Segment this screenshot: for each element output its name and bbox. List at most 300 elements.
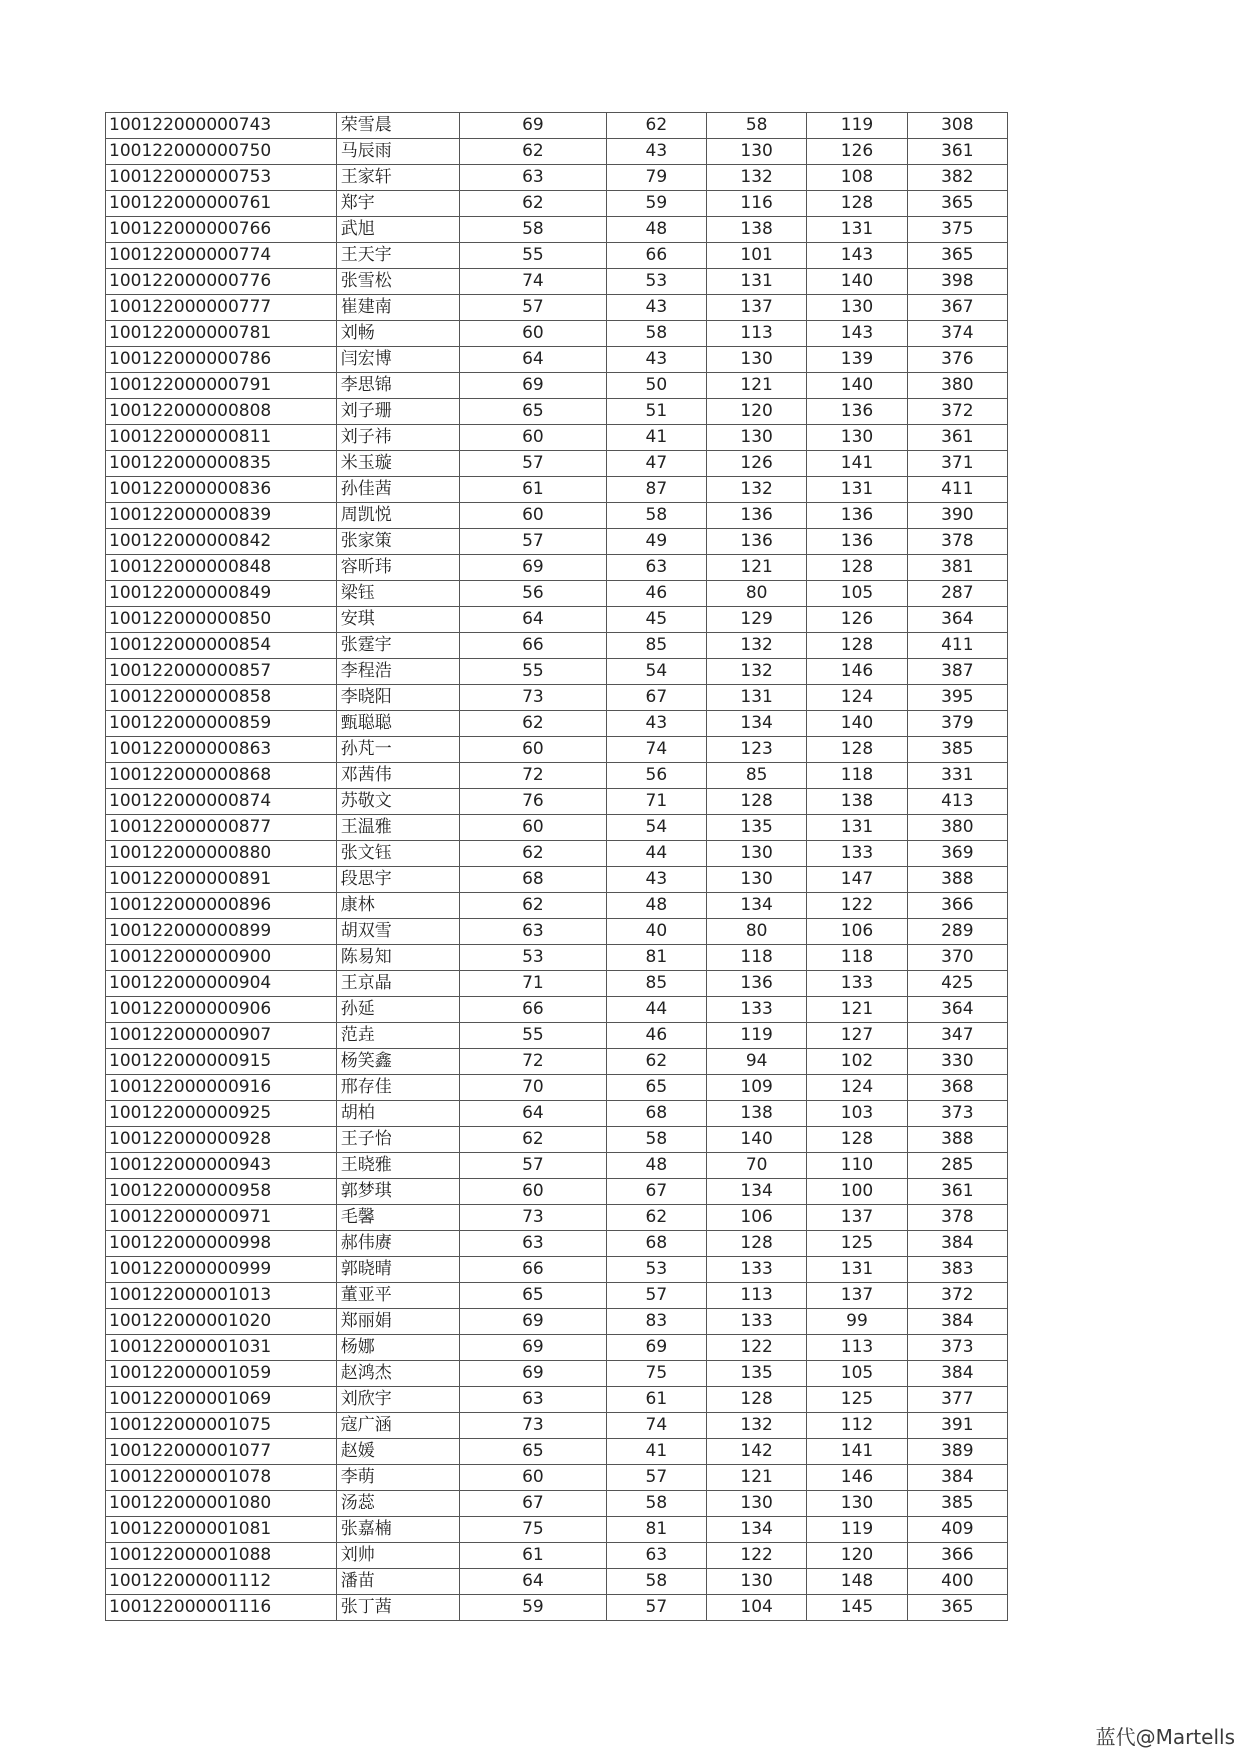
- total-score-cell: 377: [907, 1387, 1007, 1413]
- score-cell: 116: [706, 191, 806, 217]
- score-cell: 140: [807, 373, 907, 399]
- candidate-id-cell: 100122000001075: [106, 1413, 337, 1439]
- total-score-cell: 370: [907, 945, 1007, 971]
- total-score-cell: 374: [907, 321, 1007, 347]
- score-cell: 50: [606, 373, 706, 399]
- score-cell: 58: [606, 321, 706, 347]
- candidate-id-cell: 100122000001112: [106, 1569, 337, 1595]
- table-row: [106, 1127, 1008, 1153]
- total-score-cell: 347: [907, 1023, 1007, 1049]
- table-row: [106, 815, 1008, 841]
- score-cell: 122: [807, 893, 907, 919]
- score-cell: 133: [807, 971, 907, 997]
- table-row: [106, 1075, 1008, 1101]
- total-score-cell: 373: [907, 1101, 1007, 1127]
- table-row: [106, 399, 1008, 425]
- score-cell: 105: [807, 581, 907, 607]
- score-cell: 60: [460, 1179, 606, 1205]
- score-cell: 64: [460, 607, 606, 633]
- score-cell: 133: [706, 1257, 806, 1283]
- name-cell: 王温雅: [336, 815, 459, 841]
- table-row: [106, 659, 1008, 685]
- candidate-id-cell: 100122000001031: [106, 1335, 337, 1361]
- name-cell: 康林: [336, 893, 459, 919]
- name-cell: 王晓雅: [336, 1153, 459, 1179]
- score-cell: 75: [606, 1361, 706, 1387]
- name-cell: 汤蕊: [336, 1491, 459, 1517]
- candidate-id-cell: 100122000000836: [106, 477, 337, 503]
- score-cell: 49: [606, 529, 706, 555]
- score-cell: 110: [807, 1153, 907, 1179]
- score-cell: 121: [706, 555, 806, 581]
- total-score-cell: 365: [907, 1595, 1007, 1621]
- score-cell: 136: [807, 503, 907, 529]
- score-cell: 135: [706, 1361, 806, 1387]
- score-cell: 130: [706, 1569, 806, 1595]
- total-score-cell: 389: [907, 1439, 1007, 1465]
- score-cell: 102: [807, 1049, 907, 1075]
- score-cell: 131: [807, 217, 907, 243]
- score-cell: 87: [606, 477, 706, 503]
- score-cell: 63: [460, 1231, 606, 1257]
- score-cell: 45: [606, 607, 706, 633]
- name-cell: 李萌: [336, 1465, 459, 1491]
- name-cell: 范垚: [336, 1023, 459, 1049]
- score-cell: 51: [606, 399, 706, 425]
- candidate-id-cell: 100122000000854: [106, 633, 337, 659]
- table-row: [106, 581, 1008, 607]
- candidate-id-cell: 100122000000743: [106, 113, 337, 139]
- total-score-cell: 369: [907, 841, 1007, 867]
- candidate-id-cell: 100122000000811: [106, 425, 337, 451]
- score-cell: 62: [460, 1127, 606, 1153]
- score-cell: 41: [606, 1439, 706, 1465]
- score-cell: 119: [807, 113, 907, 139]
- table-row: [106, 217, 1008, 243]
- score-cell: 65: [460, 1439, 606, 1465]
- table-row: [106, 1049, 1008, 1075]
- table-row: [106, 451, 1008, 477]
- score-cell: 128: [807, 555, 907, 581]
- table-row: [106, 1283, 1008, 1309]
- table-row: [106, 1413, 1008, 1439]
- score-cell: 103: [807, 1101, 907, 1127]
- score-cell: 74: [606, 737, 706, 763]
- total-score-cell: 385: [907, 737, 1007, 763]
- score-cell: 118: [807, 945, 907, 971]
- score-cell: 113: [706, 321, 806, 347]
- watermark: 蓝代@Martells: [1095, 1725, 1235, 1749]
- table-row: [106, 711, 1008, 737]
- score-cell: 40: [606, 919, 706, 945]
- candidate-id-cell: 100122000000839: [106, 503, 337, 529]
- score-cell: 124: [807, 1075, 907, 1101]
- score-cell: 66: [606, 243, 706, 269]
- candidate-id-cell: 100122000000850: [106, 607, 337, 633]
- score-cell: 68: [606, 1101, 706, 1127]
- score-cell: 44: [606, 841, 706, 867]
- total-score-cell: 395: [907, 685, 1007, 711]
- score-cell: 65: [460, 399, 606, 425]
- score-cell: 57: [460, 529, 606, 555]
- name-cell: 毛馨: [336, 1205, 459, 1231]
- score-cell: 130: [807, 425, 907, 451]
- score-cell: 134: [706, 893, 806, 919]
- score-cell: 148: [807, 1569, 907, 1595]
- name-cell: 李晓阳: [336, 685, 459, 711]
- name-cell: 孙芃一: [336, 737, 459, 763]
- candidate-id-cell: 100122000000971: [106, 1205, 337, 1231]
- candidate-id-cell: 100122000000857: [106, 659, 337, 685]
- total-score-cell: 308: [907, 113, 1007, 139]
- score-cell: 128: [807, 633, 907, 659]
- score-cell: 134: [706, 1517, 806, 1543]
- table-row: [106, 347, 1008, 373]
- score-cell: 128: [807, 737, 907, 763]
- score-cell: 68: [460, 867, 606, 893]
- name-cell: 赵鸿杰: [336, 1361, 459, 1387]
- table-row: [106, 763, 1008, 789]
- name-cell: 梁钰: [336, 581, 459, 607]
- score-cell: 140: [807, 269, 907, 295]
- table-row: [106, 1309, 1008, 1335]
- candidate-id-cell: 100122000000999: [106, 1257, 337, 1283]
- name-cell: 刘帅: [336, 1543, 459, 1569]
- score-cell: 105: [807, 1361, 907, 1387]
- score-cell: 73: [460, 1205, 606, 1231]
- score-cell: 83: [606, 1309, 706, 1335]
- score-cell: 43: [606, 711, 706, 737]
- score-cell: 72: [460, 763, 606, 789]
- score-cell: 136: [706, 503, 806, 529]
- candidate-id-cell: 100122000000863: [106, 737, 337, 763]
- total-score-cell: 385: [907, 1491, 1007, 1517]
- score-cell: 70: [460, 1075, 606, 1101]
- candidate-id-cell: 100122000001059: [106, 1361, 337, 1387]
- score-cell: 60: [460, 503, 606, 529]
- total-score-cell: 361: [907, 425, 1007, 451]
- total-score-cell: 411: [907, 477, 1007, 503]
- score-cell: 64: [460, 1569, 606, 1595]
- score-cell: 132: [706, 165, 806, 191]
- name-cell: 李思锦: [336, 373, 459, 399]
- table-row: [106, 893, 1008, 919]
- score-cell: 146: [807, 1465, 907, 1491]
- table-row: [106, 425, 1008, 451]
- score-cell: 119: [807, 1517, 907, 1543]
- score-cell: 62: [460, 139, 606, 165]
- score-cell: 57: [606, 1465, 706, 1491]
- score-cell: 61: [606, 1387, 706, 1413]
- score-cell: 85: [706, 763, 806, 789]
- score-cell: 57: [460, 295, 606, 321]
- score-cell: 134: [706, 711, 806, 737]
- score-cell: 57: [460, 451, 606, 477]
- name-cell: 董亚平: [336, 1283, 459, 1309]
- score-cell: 48: [606, 1153, 706, 1179]
- score-cell: 145: [807, 1595, 907, 1621]
- total-score-cell: 378: [907, 529, 1007, 555]
- score-cell: 130: [706, 1491, 806, 1517]
- score-cell: 126: [706, 451, 806, 477]
- score-cell: 60: [460, 321, 606, 347]
- candidate-id-cell: 100122000000925: [106, 1101, 337, 1127]
- candidate-id-cell: 100122000001081: [106, 1517, 337, 1543]
- score-cell: 63: [606, 1543, 706, 1569]
- score-cell: 142: [706, 1439, 806, 1465]
- candidate-id-cell: 100122000000896: [106, 893, 337, 919]
- total-score-cell: 382: [907, 165, 1007, 191]
- total-score-cell: 391: [907, 1413, 1007, 1439]
- total-score-cell: 383: [907, 1257, 1007, 1283]
- score-cell: 132: [706, 633, 806, 659]
- total-score-cell: 368: [907, 1075, 1007, 1101]
- candidate-id-cell: 100122000000998: [106, 1231, 337, 1257]
- score-cell: 70: [706, 1153, 806, 1179]
- score-cell: 63: [606, 555, 706, 581]
- score-cell: 69: [606, 1335, 706, 1361]
- table-row: [106, 1517, 1008, 1543]
- candidate-id-cell: 100122000000899: [106, 919, 337, 945]
- score-cell: 109: [706, 1075, 806, 1101]
- total-score-cell: 388: [907, 1127, 1007, 1153]
- score-cell: 54: [606, 815, 706, 841]
- score-cell: 66: [460, 997, 606, 1023]
- total-score-cell: 379: [907, 711, 1007, 737]
- score-cell: 69: [460, 1309, 606, 1335]
- name-cell: 胡双雪: [336, 919, 459, 945]
- score-cell: 57: [606, 1283, 706, 1309]
- table-row: [106, 1023, 1008, 1049]
- name-cell: 米玉璇: [336, 451, 459, 477]
- score-cell: 60: [460, 1465, 606, 1491]
- total-score-cell: 400: [907, 1569, 1007, 1595]
- score-cell: 67: [606, 685, 706, 711]
- table-row: [106, 191, 1008, 217]
- score-cell: 119: [706, 1023, 806, 1049]
- score-cell: 136: [807, 399, 907, 425]
- table-row: [106, 269, 1008, 295]
- table-row: [106, 971, 1008, 997]
- score-cell: 128: [807, 191, 907, 217]
- total-score-cell: 365: [907, 191, 1007, 217]
- score-cell: 57: [606, 1595, 706, 1621]
- total-score-cell: 371: [907, 451, 1007, 477]
- name-cell: 容昕玮: [336, 555, 459, 581]
- score-cell: 133: [807, 841, 907, 867]
- name-cell: 潘苗: [336, 1569, 459, 1595]
- name-cell: 崔建南: [336, 295, 459, 321]
- score-cell: 108: [807, 165, 907, 191]
- score-cell: 137: [807, 1283, 907, 1309]
- name-cell: 段思宇: [336, 867, 459, 893]
- total-score-cell: 409: [907, 1517, 1007, 1543]
- candidate-id-cell: 100122000000859: [106, 711, 337, 737]
- candidate-id-cell: 100122000000776: [106, 269, 337, 295]
- score-cell: 53: [460, 945, 606, 971]
- name-cell: 武旭: [336, 217, 459, 243]
- score-cell: 67: [606, 1179, 706, 1205]
- table-row: [106, 113, 1008, 139]
- candidate-id-cell: 100122000000750: [106, 139, 337, 165]
- score-cell: 130: [706, 425, 806, 451]
- candidate-id-cell: 100122000001013: [106, 1283, 337, 1309]
- score-cell: 63: [460, 1387, 606, 1413]
- score-cell: 62: [460, 711, 606, 737]
- score-table-body: [106, 113, 1008, 1621]
- score-cell: 47: [606, 451, 706, 477]
- table-row: [106, 1153, 1008, 1179]
- score-cell: 69: [460, 1335, 606, 1361]
- score-cell: 130: [807, 1491, 907, 1517]
- score-cell: 128: [706, 1231, 806, 1257]
- score-cell: 73: [460, 1413, 606, 1439]
- score-cell: 133: [706, 1309, 806, 1335]
- score-cell: 85: [606, 971, 706, 997]
- score-cell: 69: [460, 113, 606, 139]
- score-cell: 58: [706, 113, 806, 139]
- score-cell: 44: [606, 997, 706, 1023]
- table-row: [106, 997, 1008, 1023]
- candidate-id-cell: 100122000000761: [106, 191, 337, 217]
- candidate-id-cell: 100122000001069: [106, 1387, 337, 1413]
- score-cell: 125: [807, 1387, 907, 1413]
- name-cell: 王子怡: [336, 1127, 459, 1153]
- table-row: [106, 789, 1008, 815]
- table-row: [106, 1231, 1008, 1257]
- table-row: [106, 1179, 1008, 1205]
- candidate-id-cell: 100122000000808: [106, 399, 337, 425]
- score-cell: 106: [706, 1205, 806, 1231]
- score-cell: 55: [460, 659, 606, 685]
- table-row: [106, 1257, 1008, 1283]
- score-cell: 130: [706, 867, 806, 893]
- score-cell: 113: [807, 1335, 907, 1361]
- score-cell: 126: [807, 607, 907, 633]
- score-cell: 104: [706, 1595, 806, 1621]
- score-cell: 128: [706, 1387, 806, 1413]
- candidate-id-cell: 100122000001080: [106, 1491, 337, 1517]
- name-cell: 张家策: [336, 529, 459, 555]
- score-cell: 58: [606, 1491, 706, 1517]
- total-score-cell: 413: [907, 789, 1007, 815]
- candidate-id-cell: 100122000000891: [106, 867, 337, 893]
- total-score-cell: 366: [907, 1543, 1007, 1569]
- name-cell: 邢存佳: [336, 1075, 459, 1101]
- score-cell: 69: [460, 555, 606, 581]
- score-cell: 130: [706, 347, 806, 373]
- candidate-id-cell: 100122000001077: [106, 1439, 337, 1465]
- score-cell: 131: [706, 685, 806, 711]
- score-cell: 81: [606, 945, 706, 971]
- score-cell: 54: [606, 659, 706, 685]
- score-cell: 120: [706, 399, 806, 425]
- name-cell: 刘畅: [336, 321, 459, 347]
- score-cell: 80: [706, 581, 806, 607]
- name-cell: 甄聪聪: [336, 711, 459, 737]
- score-cell: 79: [606, 165, 706, 191]
- score-cell: 58: [606, 1569, 706, 1595]
- name-cell: 张文钰: [336, 841, 459, 867]
- score-cell: 43: [606, 867, 706, 893]
- score-cell: 61: [460, 477, 606, 503]
- candidate-id-cell: 100122000001088: [106, 1543, 337, 1569]
- score-cell: 130: [807, 295, 907, 321]
- total-score-cell: 365: [907, 243, 1007, 269]
- name-cell: 寇广涵: [336, 1413, 459, 1439]
- table-row: [106, 555, 1008, 581]
- score-cell: 136: [706, 971, 806, 997]
- table-row: [106, 295, 1008, 321]
- score-cell: 85: [606, 633, 706, 659]
- score-cell: 75: [460, 1517, 606, 1543]
- table-row: [106, 477, 1008, 503]
- name-cell: 孙延: [336, 997, 459, 1023]
- score-cell: 60: [460, 737, 606, 763]
- score-cell: 135: [706, 815, 806, 841]
- total-score-cell: 384: [907, 1309, 1007, 1335]
- total-score-cell: 373: [907, 1335, 1007, 1361]
- score-cell: 143: [807, 321, 907, 347]
- total-score-cell: 285: [907, 1153, 1007, 1179]
- candidate-id-cell: 100122000000848: [106, 555, 337, 581]
- name-cell: 郑丽娟: [336, 1309, 459, 1335]
- score-cell: 48: [606, 217, 706, 243]
- score-cell: 130: [706, 139, 806, 165]
- name-cell: 张雪松: [336, 269, 459, 295]
- score-cell: 64: [460, 1101, 606, 1127]
- name-cell: 苏敬文: [336, 789, 459, 815]
- name-cell: 刘欣宇: [336, 1387, 459, 1413]
- name-cell: 王天宇: [336, 243, 459, 269]
- name-cell: 郑宇: [336, 191, 459, 217]
- candidate-id-cell: 100122000000943: [106, 1153, 337, 1179]
- candidate-id-cell: 100122000000753: [106, 165, 337, 191]
- candidate-id-cell: 100122000000877: [106, 815, 337, 841]
- score-cell: 113: [706, 1283, 806, 1309]
- total-score-cell: 375: [907, 217, 1007, 243]
- total-score-cell: 384: [907, 1465, 1007, 1491]
- name-cell: 荣雪晨: [336, 113, 459, 139]
- score-cell: 140: [807, 711, 907, 737]
- score-cell: 121: [706, 373, 806, 399]
- score-cell: 146: [807, 659, 907, 685]
- candidate-id-cell: 100122000000958: [106, 1179, 337, 1205]
- candidate-id-cell: 100122000000774: [106, 243, 337, 269]
- score-cell: 64: [460, 347, 606, 373]
- score-cell: 137: [706, 295, 806, 321]
- candidate-id-cell: 100122000000835: [106, 451, 337, 477]
- score-cell: 118: [807, 763, 907, 789]
- total-score-cell: 361: [907, 1179, 1007, 1205]
- table-row: [106, 321, 1008, 347]
- table-row: [106, 685, 1008, 711]
- candidate-id-cell: 100122000000900: [106, 945, 337, 971]
- score-cell: 94: [706, 1049, 806, 1075]
- score-cell: 58: [460, 217, 606, 243]
- total-score-cell: 372: [907, 1283, 1007, 1309]
- table-row: [106, 1101, 1008, 1127]
- candidate-id-cell: 100122000001078: [106, 1465, 337, 1491]
- total-score-cell: 384: [907, 1361, 1007, 1387]
- candidate-id-cell: 100122000000858: [106, 685, 337, 711]
- name-cell: 刘子珊: [336, 399, 459, 425]
- table-row: [106, 373, 1008, 399]
- score-cell: 130: [706, 841, 806, 867]
- score-cell: 129: [706, 607, 806, 633]
- name-cell: 马辰雨: [336, 139, 459, 165]
- score-cell: 62: [460, 191, 606, 217]
